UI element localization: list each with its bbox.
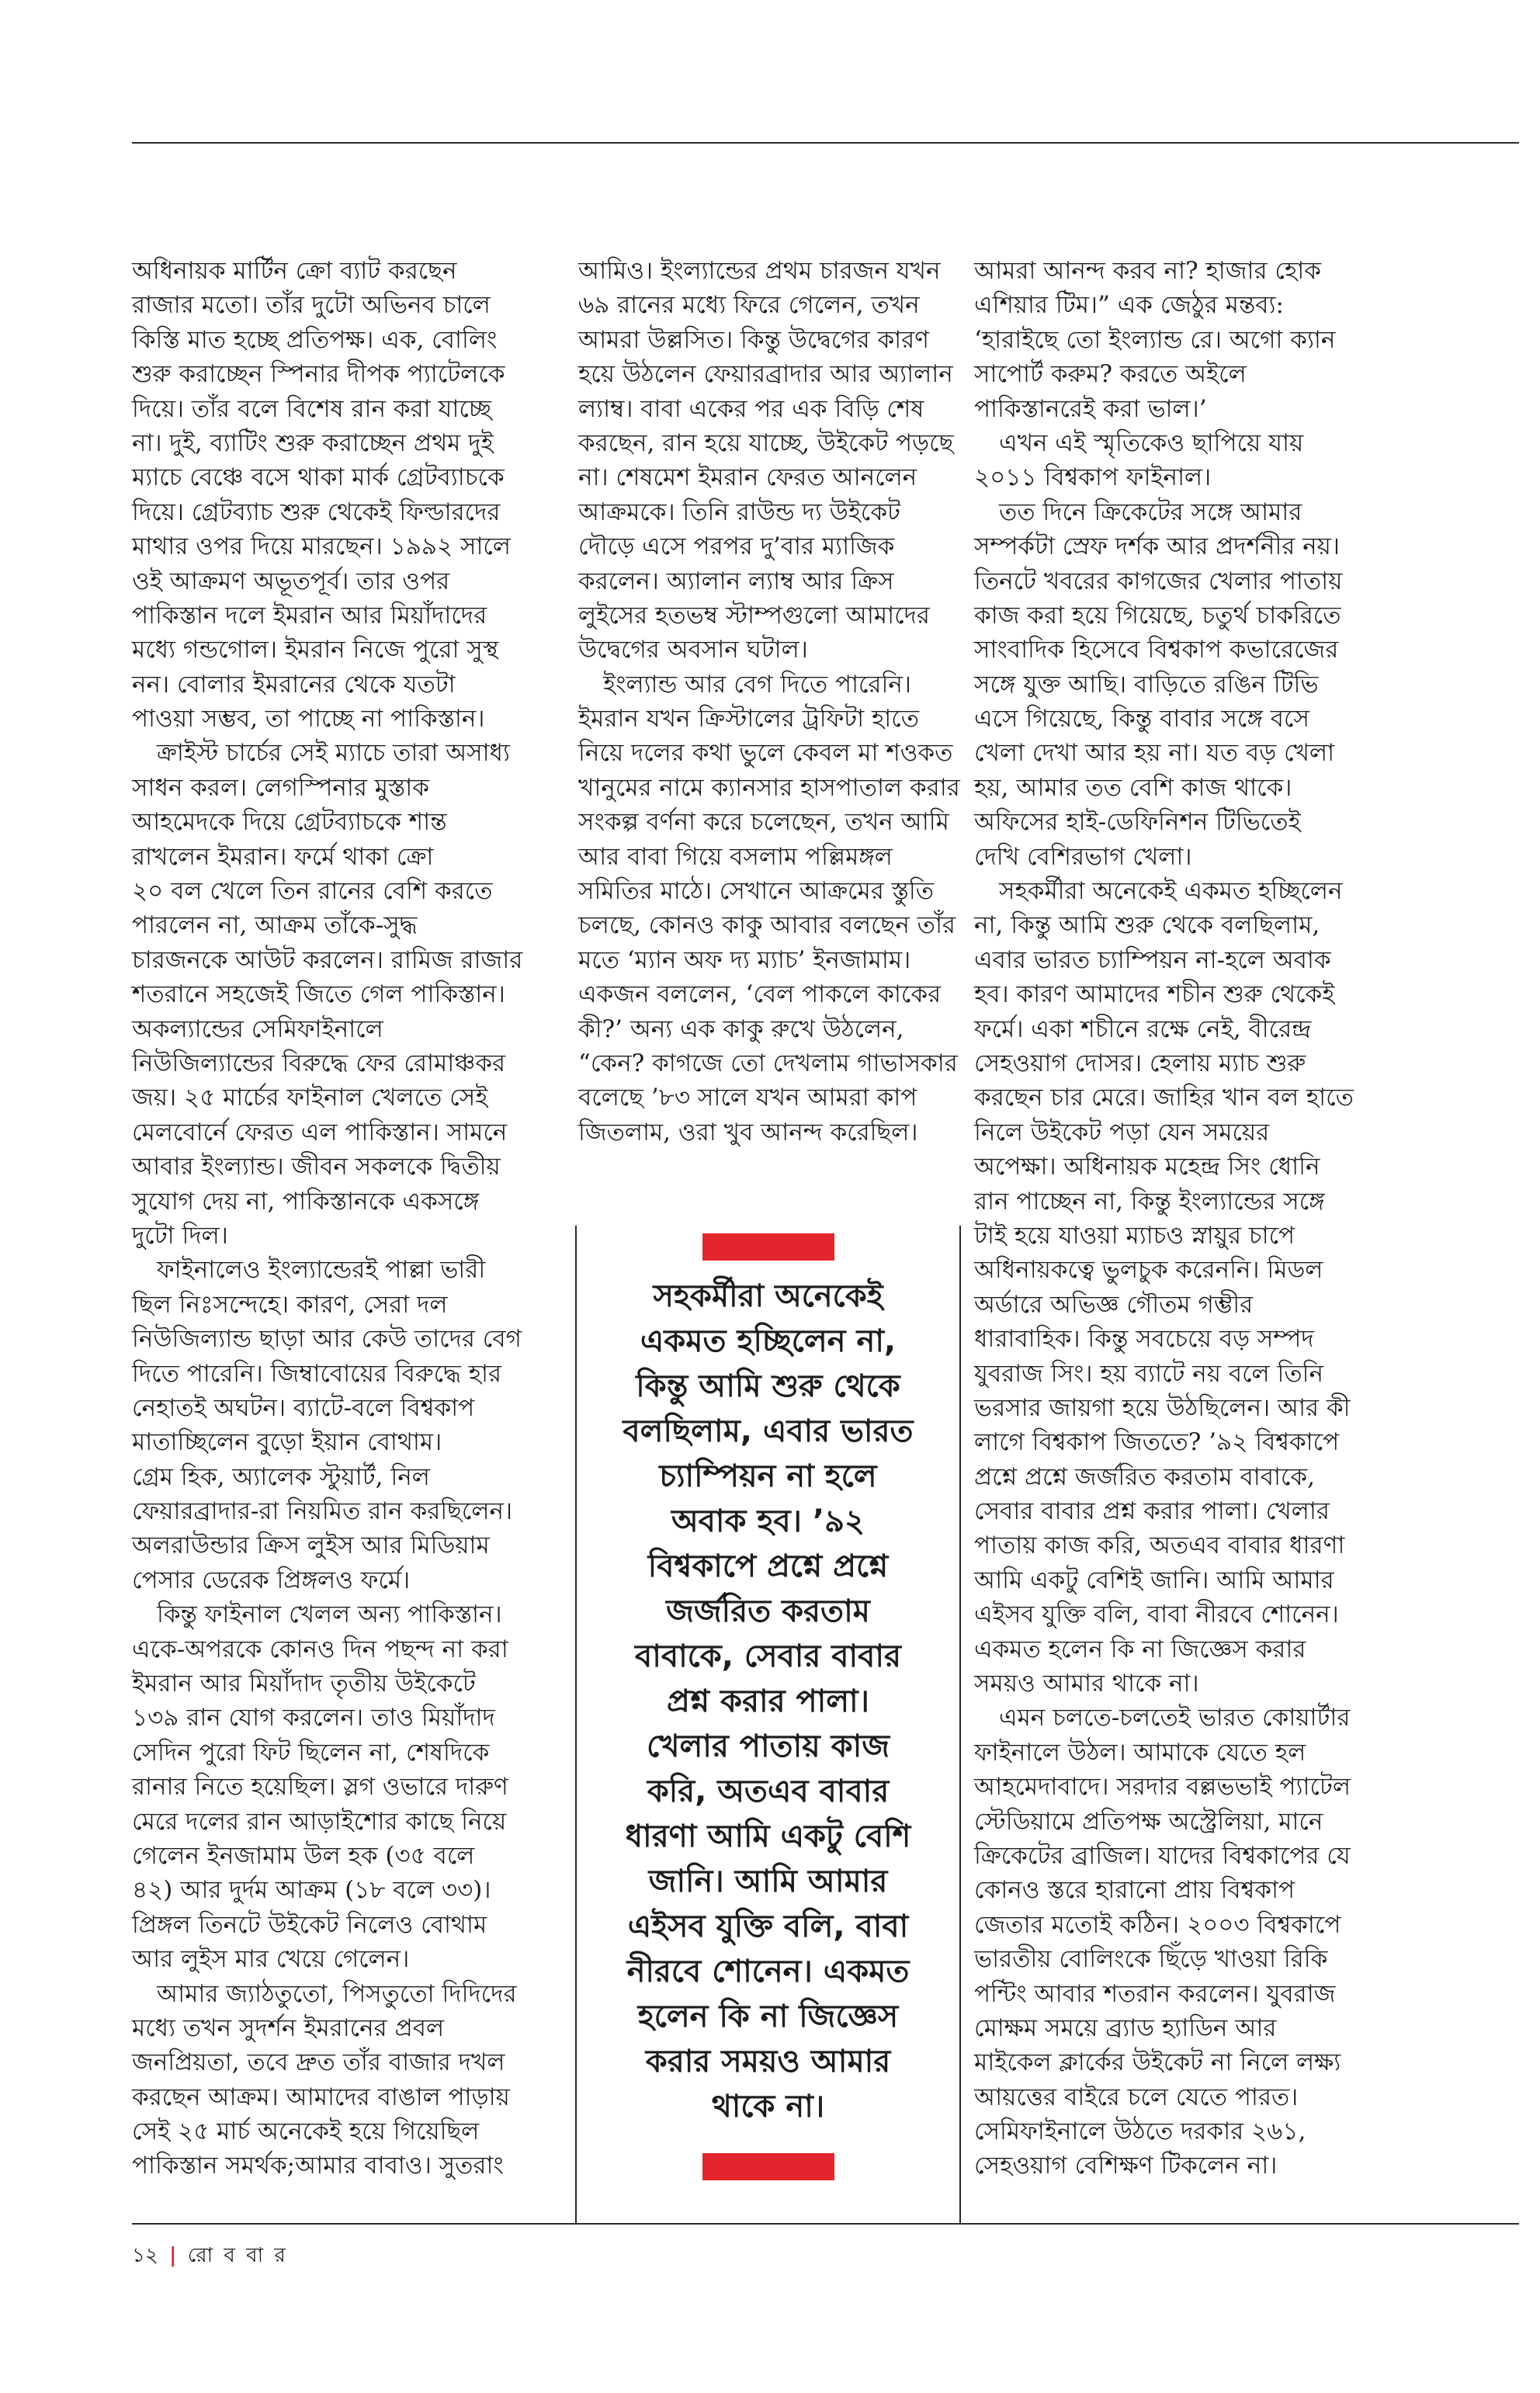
article-column-3 — [974, 254, 1440, 2183]
paragraph — [974, 1701, 1440, 2183]
paragraph — [974, 426, 1440, 495]
page-number: ১২ — [132, 2244, 158, 2267]
text-line: জিতলাম, ওরা খুব আনন্দ করেছিল। — [578, 1118, 918, 1146]
text-line: হয়ে উঠলেন ফেয়ারব্রাদার আর অ্যালান — [578, 360, 953, 389]
text-line: ওই আক্রমণ অভূতপূর্ব। তার ওপর — [132, 567, 450, 595]
text-line: ১৩৯ রান যোগ করলেন। তাও মিয়াঁদাদ — [132, 1704, 495, 1732]
text-line: সম্পর্কটা স্রেফ দর্শক আর প্রদর্শনীর নয়। — [974, 532, 1341, 561]
text-line: একজন বললেন, ‘বেল পাকলে কাকের — [578, 980, 942, 1009]
magazine-name: রো ব বা র — [187, 2244, 288, 2267]
text-line: পেসার ডেরেক প্রিঙ্গলও ফর্মে। — [132, 1566, 411, 1594]
text-line: না। শেষমেশ ইমরান ফেরত আনলেন — [578, 463, 917, 492]
pull-quote-line: করি, অতএব বাবার — [647, 1774, 890, 1809]
paragraph — [132, 1597, 536, 1976]
text-line: ৪২) আর দুর্দম আক্রম (১৮ বলে ৩৩)। — [132, 1876, 491, 1905]
paragraph — [974, 254, 1440, 426]
text-line: একমত হলেন কি না জিজ্ঞেস করার — [974, 1635, 1306, 1663]
paragraph — [132, 1253, 536, 1597]
text-line: ইমরান আর মিয়াঁদাদ তৃতীয় উইকেটে — [132, 1670, 476, 1698]
text-line: দিয়ে। তাঁর বলে বিশেষ রান করা যাচ্ছে — [132, 394, 492, 423]
paragraph — [578, 668, 960, 1150]
text-line: উদ্বেগের অবসান ঘটাল। — [578, 636, 808, 664]
text-line: ‘হারাইছে তো ইংল্যান্ড রে। অগো ক্যান — [974, 325, 1336, 354]
text-line: ক্রাইস্ট চার্চের সেই ম্যাচে তারা অসাধ্য — [157, 739, 510, 768]
pull-quote-line: প্রশ্ন করার পালা। — [667, 1684, 869, 1719]
text-line: পন্টিং আবার শতরান করলেন। যুবরাজ — [974, 1979, 1336, 2008]
pull-quote-line: চ্যাম্পিয়ন না হলে — [659, 1458, 877, 1494]
text-line: ভারতীয় বোলিংকে ছিঁড়ে খাওয়া রিকি — [974, 1945, 1328, 1974]
paragraph — [578, 254, 954, 668]
text-line: জনপ্রিয়তা, তবে দ্রুত তাঁর বাজার দখল — [132, 2048, 505, 2077]
pull-quote-right-rule — [959, 1226, 961, 2223]
text-line: আক্রমকে। তিনি রাউন্ড দ্য উইকেট — [578, 498, 900, 526]
text-line: পাকিস্তানরেই করা ভাল।’ — [974, 394, 1207, 423]
text-line: কোনও স্তরে হারানো প্রায় বিশ্বকাপ — [974, 1876, 1295, 1905]
text-line: চলছে, কোনও কাকু আবার বলছেন তাঁর — [578, 911, 956, 940]
text-line: ফাইনালেও ইংল্যান্ডেরই পাল্লা ভারী — [157, 1256, 486, 1285]
text-line: হব। কারণ আমাদের শচীন শুরু থেকেই — [974, 980, 1335, 1009]
text-line: নিউজিল্যান্ড ছাড়া আর কেউ তাদের বেগ — [132, 1325, 522, 1354]
paragraph — [132, 736, 536, 1253]
text-line: অলরাউন্ডার ক্রিস লুইস আর মিডিয়াম — [132, 1531, 490, 1560]
article-column-1 — [132, 254, 536, 2183]
text-line: ২০ বল খেলে তিন রানের বেশি করতে — [132, 877, 493, 906]
text-line: দিতে পারেনি। জিম্বাবোয়ের বিরুদ্ধে হার — [132, 1359, 502, 1388]
pull-quote-line: বিশ্বকাপে প্রশ্নে প্রশ্নে — [647, 1549, 889, 1584]
text-line: কাজ করা হয়ে গিয়েছে, চতুর্থ চাকরিতে — [974, 601, 1341, 629]
text-line: সাংবাদিক হিসেবে বিশ্বকাপ কভারেজের — [974, 636, 1339, 664]
text-line: রাখলেন ইমরান। ফর্মে থাকা ক্রো — [132, 842, 434, 871]
text-line: গ্রেম হিক, অ্যালেক স্টুয়ার্ট, নিল — [132, 1462, 430, 1491]
text-line: পাকিস্তান সমর্থক;আমার বাবাও। সুতরাং — [132, 2152, 504, 2180]
text-line: অর্ডারে অভিজ্ঞ গৌতম গম্ভীর — [974, 1290, 1254, 1319]
text-line: নিলে উইকেট পড়া যেন সময়ের — [974, 1118, 1270, 1146]
page-footer — [132, 2240, 288, 2271]
text-line: জয়। ২৫ মার্চের ফাইনাল খেলতে সেই — [132, 1084, 488, 1112]
text-line: সেহওয়াগ দোসর। হেলায় ম্যাচ শুরু — [974, 1049, 1306, 1077]
text-line: করছেন, রান হয়ে যাচ্ছে, উইকেট পড়ছে — [578, 428, 954, 457]
text-line: অধিনায়কত্বে ভুলচুক করেননি। মিডল — [974, 1256, 1323, 1285]
pull-quote-line: জানি। আমি আমার — [648, 1864, 888, 1899]
text-line: টাই হয়ে যাওয়া ম্যাচও স্নায়ুর চাপে — [974, 1221, 1295, 1250]
pull-quote-line: খেলার পাতায় কাজ — [646, 1729, 890, 1764]
text-line: সংকল্প বর্ণনা করে চলেছেন, তখন আমি — [578, 808, 949, 837]
text-line: ২০১১ বিশ্বকাপ ফাইনাল। — [974, 463, 1212, 492]
text-line: মাথার ওপর দিয়ে মারছেন। ১৯৯২ সালে — [132, 532, 511, 561]
text-line: এশিয়ার টিম।” এক জেঠুর মন্তব্য: — [974, 291, 1284, 320]
text-line: ছিল নিঃসন্দেহে। কারণ, সেরা দল — [132, 1290, 448, 1319]
text-line: মেরে দলের রান আড়াইশোর কাছে নিয়ে — [132, 1807, 507, 1836]
text-line: নিয়ে দলের কথা ভুলে কেবল মা শওকত — [578, 739, 953, 768]
text-line: অফিসের হাই-ডেফিনিশন টিভিতেই — [974, 808, 1301, 837]
text-line: সুযোগ দেয় না, পাকিস্তানকে একসঙ্গে — [132, 1187, 480, 1216]
text-line: আয়ত্তের বাইরে চলে যেতে পারত। — [974, 2083, 1299, 2111]
text-line: মতে ‘ম্যান অফ দ্য ম্যাচ’ ইনজামাম। — [578, 945, 911, 974]
text-line: প্রিঙ্গল তিনটে উইকেট নিলেও বোথাম — [132, 1910, 487, 1939]
text-line: বলেছে ’৮৩ সালে যখন আমরা কাপ — [578, 1084, 917, 1112]
text-line: মধ্যে তখন সুদর্শন ইমরানের প্রবল — [132, 2013, 445, 2042]
text-line: ল্যাম্ব। বাবা একের পর এক বিড়ি শেষ — [578, 394, 924, 423]
text-line: আহমেদাবাদে। সরদার বল্লভভাই প্যাটেল — [974, 1773, 1351, 1802]
pull-quote-line: থাকে না। — [711, 2089, 825, 2124]
text-line: সেবার বাবার প্রশ্ন করার পালা। খেলার — [974, 1497, 1330, 1526]
text-line: সঙ্গে যুক্ত আছি। বাড়িতে রঙিন টিভি — [974, 670, 1319, 699]
paragraph — [974, 874, 1440, 1701]
text-line: দেখি বেশিরভাগ খেলা। — [974, 842, 1192, 871]
text-line: প্রশ্নে প্রশ্নে জর্জরিত করতাম বাবাকে, — [974, 1462, 1315, 1491]
text-line: সহকর্মীরা অনেকেই একমত হচ্ছিলেন — [999, 877, 1343, 906]
pull-quote-bottom-bar — [702, 2153, 834, 2180]
text-line: সেহওয়াগ বেশিক্ষণ টিকলেন না। — [974, 2152, 1278, 2180]
text-line: রান পাচ্ছেন না, কিন্তু ইংল্যান্ডের সঙ্গে — [974, 1187, 1325, 1216]
text-line: তত দিনে ক্রিকেটের সঙ্গে আমার — [999, 498, 1302, 526]
pull-quote-line: কিন্তু আমি শুরু থেকে — [636, 1368, 900, 1404]
text-line: পারলেন না, আক্রম তাঁকে-সুদ্ধ — [132, 911, 418, 940]
text-line: রানার নিতে হয়েছিল। স্লগ ওভারে দারুণ — [132, 1773, 508, 1802]
text-line: সেই ২৫ মার্চ অনেকেই হয়ে গিয়েছিল — [132, 2117, 480, 2146]
pull-quote-line: বলছিলাম, এবার ভারত — [623, 1413, 914, 1449]
text-line: “কেন? কাগজে তো দেখলাম গাভাসকার — [578, 1049, 958, 1077]
top-rule — [132, 142, 1519, 144]
pull-quote-line: বাবাকে, সেবার বাবার — [634, 1639, 902, 1674]
text-line: না, কিন্তু আমি শুরু থেকে বলছিলাম, — [974, 911, 1320, 940]
paragraph — [974, 495, 1440, 874]
text-line: এমন চলতে-চলতেই ভারত কোয়ার্টার — [999, 1704, 1351, 1732]
text-line: আমিও। ইংল্যান্ডের প্রথম চারজন যখন — [578, 257, 941, 285]
text-line: অধিনায়ক মার্টিন ক্রো ব্যাট করছেন — [132, 257, 457, 285]
pull-quote-line: করার সময়ও আমার — [645, 2044, 891, 2079]
text-line: পাকিস্তান দলে ইমরান আর মিয়াঁদাদের — [132, 601, 487, 629]
text-line: ইংল্যান্ড আর বেগ দিতে পারেনি। — [603, 670, 911, 699]
text-line: লাগে বিশ্বকাপ জিততে? ’৯২ বিশ্বকাপে — [974, 1428, 1340, 1457]
text-line: করলেন। অ্যালান ল্যাম্ব আর ক্রিস — [578, 567, 894, 595]
text-line: ম্যাচে বেঞ্চে বসে থাকা মার্ক গ্রেটব্যাচকে — [132, 463, 505, 492]
text-line: জেতার মতোই কঠিন। ২০০৩ বিশ্বকাপে — [974, 1910, 1341, 1939]
text-line: আর বাবা গিয়ে বসলাম পল্লিমঙ্গল — [578, 842, 893, 871]
text-line: পাওয়া সম্ভব, তা পাচ্ছে না পাকিস্তান। — [132, 705, 485, 734]
text-line: দৌড়ে এসে পরপর দু’বার ম্যাজিক — [578, 532, 895, 561]
text-line: না। দুই, ব্যাটিং শুরু করাচ্ছেন প্রথম দুই — [132, 428, 494, 457]
text-line: খেলা দেখা আর হয় না। যত বড় খেলা — [974, 739, 1335, 768]
text-line: মধ্যে গন্ডগোল। ইমরান নিজে পুরো সুস্থ — [132, 636, 499, 664]
text-line: আহমেদকে দিয়ে গ্রেটব্যাচকে শান্ত — [132, 808, 447, 837]
footer-separator: | — [169, 2244, 177, 2267]
text-line: সমিতির মাঠে। সেখানে আক্রমের স্তুতি — [578, 877, 935, 906]
text-line: চারজনকে আউট করলেন। রামিজ রাজার — [132, 945, 523, 974]
text-line: কিন্তু ফাইনাল খেলল অন্য পাকিস্তান। — [157, 1601, 502, 1629]
article-column-2 — [578, 254, 960, 1150]
text-line: তিনটে খবরের কাগজের খেলার পাতায় — [974, 567, 1343, 595]
text-line: আমি একটু বেশিই জানি। আমি আমার — [974, 1566, 1334, 1594]
text-line: একে-অপরকে কোনও দিন পছন্দ না করা — [132, 1635, 508, 1663]
text-line: যুবরাজ সিং। হয় ব্যাটে নয় বলে তিনি — [974, 1359, 1323, 1388]
text-line: মেলবোর্নে ফেরত এল পাকিস্তান। সামনে — [132, 1118, 508, 1146]
text-line: শতরানে সহজেই জিতে গেল পাকিস্তান। — [132, 980, 505, 1009]
text-line: পাতায় কাজ করি, অতএব বাবার ধারণা — [974, 1531, 1345, 1560]
text-line: এসে গিয়েছে, কিন্তু বাবার সঙ্গে বসে — [974, 705, 1309, 734]
text-line: ক্রিকেটের ব্রাজিল। যাদের বিশ্বকাপের যে — [974, 1841, 1351, 1870]
text-line: মাতাচ্ছিলেন বুড়ো ইয়ান বোথাম। — [132, 1428, 442, 1457]
text-line: লুইসের হতভম্ব স্টাম্পগুলো আমাদের — [578, 601, 930, 629]
pull-quote — [577, 1226, 959, 2223]
text-line: ফেয়ারব্রাদার-রা নিয়মিত রান করছিলেন। — [132, 1497, 513, 1526]
text-line: আর লুইস মার খেয়ে গেলেন। — [132, 1945, 410, 1974]
text-line: সেমিফাইনালে উঠতে দরকার ২৬১, — [974, 2117, 1306, 2146]
pull-quote-text — [577, 1274, 959, 2129]
text-line: হয়, আমার তত বেশি কাজ থাকে। — [974, 773, 1292, 802]
text-line: সেদিন পুরো ফিট ছিলেন না, শেষদিকে — [132, 1738, 490, 1767]
text-line: সাপোর্ট করুম? করতে অইলে — [974, 360, 1247, 389]
text-line: কী?’ অন্য এক কাকু রুখে উঠলেন, — [578, 1014, 904, 1043]
text-line: গেলেন ইনজামাম উল হক (৩৫ বলে — [132, 1841, 475, 1870]
text-line: ফাইনালে উঠল। আমাকে যেতে হল — [974, 1738, 1306, 1767]
text-line: ধারাবাহিক। কিন্তু সবচেয়ে বড় সম্পদ — [974, 1325, 1314, 1354]
pull-quote-line: নীরবে শোনেন। একমত — [626, 1954, 910, 1989]
pull-quote-line: একমত হচ্ছিলেন না, — [640, 1323, 897, 1359]
text-line: এখন এই স্মৃতিকেও ছাপিয়ে যায় — [999, 428, 1304, 457]
text-line: সাধন করল। লেগস্পিনার মুস্তাক — [132, 773, 429, 802]
text-line: ফর্মে। একা শচীনে রক্ষে নেই, বীরেন্দ্র — [974, 1014, 1312, 1043]
text-line: মোক্ষম সময়ে ব্র্যাড হ্যাডিন আর — [974, 2013, 1277, 2042]
bottom-rule — [132, 2223, 1519, 2225]
pull-quote-top-bar — [702, 1233, 834, 1261]
text-line: নন। বোলার ইমরানের থেকে যতটা — [132, 670, 456, 699]
text-line: কিস্তি মাত হচ্ছে প্রতিপক্ষ। এক, বোলিং — [132, 325, 498, 354]
pull-quote-line: ধারণা আমি একটু বেশি — [625, 1819, 911, 1854]
text-line: করছেন চার মেরে। জাহির খান বল হাতে — [974, 1084, 1354, 1112]
text-line: দিয়ে। গ্রেটব্যাচ শুরু থেকেই ফিল্ডারদের — [132, 498, 501, 526]
pull-quote-line: জর্জরিত করতাম — [666, 1594, 870, 1629]
text-line: স্টেডিয়ামে প্রতিপক্ষ অস্ট্রেলিয়া, মানে — [974, 1807, 1323, 1836]
text-line: এবার ভারত চ্যাম্পিয়ন না-হলে অবাক — [974, 945, 1331, 974]
pull-quote-line: হলেন কি না জিজ্ঞেস — [637, 1999, 899, 2034]
text-line: রাজার মতো। তাঁর দুটো অভিনব চালে — [132, 291, 491, 320]
text-line: খানুমের নামে ক্যানসার হাসপাতাল করার — [578, 773, 960, 802]
text-line: শুরু করাচ্ছেন স্পিনার দীপক প্যাটেলকে — [132, 360, 505, 389]
text-line: ভরসার জায়গা হয়ে উঠছিলেন। আর কী — [974, 1393, 1351, 1422]
text-line: আবার ইংল্যান্ড। জীবন সকলকে দ্বিতীয় — [132, 1153, 501, 1181]
text-line: সময়ও আমার থাকে না। — [974, 1670, 1199, 1698]
text-line: নেহাতই অঘটন। ব্যাটে-বলে বিশ্বকাপ — [132, 1393, 475, 1422]
text-line: ৬৯ রানের মধ্যে ফিরে গেলেন, তখন — [578, 291, 920, 320]
text-line: দুটো দিল। — [132, 1221, 228, 1250]
text-line: অপেক্ষা। অধিনায়ক মহেন্দ্র সিং ধোনি — [974, 1153, 1320, 1181]
text-line: এইসব যুক্তি বলি, বাবা নীরবে শোনেন। — [974, 1601, 1339, 1629]
text-line: করছেন আক্রম। আমাদের বাঙাল পাড়ায় — [132, 2083, 510, 2111]
pull-quote-line: সহকর্মীরা অনেকেই — [653, 1278, 883, 1314]
paragraph — [132, 1977, 536, 2183]
text-line: নিউজিল্যান্ডের বিরুদ্ধে ফের রোমাঞ্চকর — [132, 1049, 506, 1077]
pull-quote-line: এইসব যুক্তি বলি, বাবা — [627, 1909, 909, 1944]
pull-quote-line: অবাক হব। ’৯২ — [671, 1503, 865, 1539]
text-line: আমরা আনন্দ করব না? হাজার হোক — [974, 257, 1321, 285]
text-line: আমার জ্যাঠতুতো, পিসতুতো দিদিদের — [157, 1979, 517, 2008]
text-line: ইমরান যখন ক্রিস্টালের ট্রফিটা হাতে — [578, 705, 919, 734]
text-line: আমরা উল্লসিত। কিন্তু উদ্বেগের কারণ — [578, 325, 929, 354]
paragraph — [132, 254, 536, 736]
text-line: অকল্যান্ডের সেমিফাইনালে — [132, 1014, 383, 1043]
text-line: মাইকেল ক্লার্কের উইকেট না নিলে লক্ষ্য — [974, 2048, 1341, 2077]
